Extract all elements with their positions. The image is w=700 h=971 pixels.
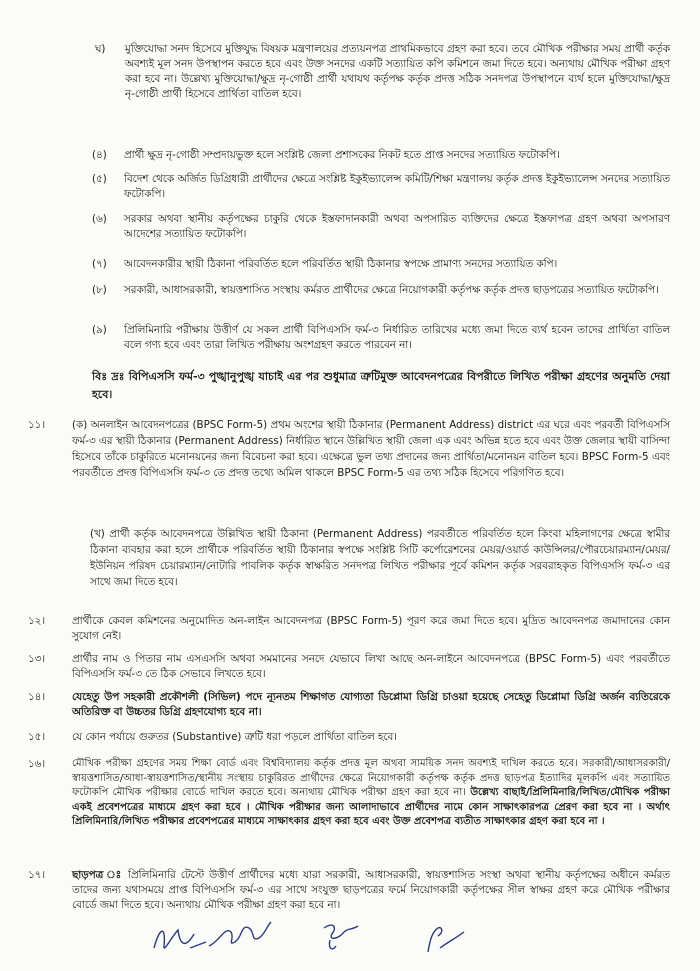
list-num-5: (৫) <box>92 173 107 185</box>
signature-3-icon <box>318 918 368 956</box>
section-17-lead: ছাড়পত্র ঃ <box>72 869 123 881</box>
note: বিঃ দ্রঃ বিপিএসসি ফর্ম-৩ পুঙ্খানুপুঙ্খ যাচাই এর পর শুধুমাত্র ত্রুটিমুক্ত আবেদনপত্রের বিপরীতে লিখিত পরীক্ষা গ্রহণের অনুমতি দেয়া হবে। <box>92 370 670 401</box>
list-item-7: আবেদনকারীর স্থায়ী ঠিকানা পরিবর্তিত হলে পরিবর্তিত স্থায়ী ঠিকানার স্বপক্ষে প্রামাণ্য সনদের সত্যায়িত কপি। <box>124 258 558 270</box>
list-item-9: প্রিলিমিনারি পরীক্ষায় উত্তীর্ণ যে সকল প্রার্থী বিপিএসসি ফর্ম-৩ নির্ধারিত তারিখের মধ্যে জমা দিতে ব্যর্থ হবেন তাদের প্রার্থিতা বাতিল বলে গণ্য হবে এবং তারা লিখিত পরীক্ষায় অংশগ্রহণ করতে পারবেন না। <box>124 324 670 352</box>
section-16-text <box>72 757 670 830</box>
section-11-num: ১১। <box>28 419 46 431</box>
section-14-num: ১৪। <box>28 691 46 703</box>
section-17-body: প্রিলিমিনারি টেস্টে উত্তীর্ণ প্রার্থীদের মধ্যে যারা সরকারী, আধাসরকারী, স্বায়ত্তশাসিত সংস্থা অথবা স্থানীয় কর্তৃপক্ষের অধীনে কর্মরত তাদের জন্য যথাসময়ে প্রাপ্ত বিপিএসসি ফর্ম-৩ এর সাথে সংযুক্ত ছাড়পত্রের ফর্মে নিয়োগকারী কর্তৃপক্ষের সীল স্বাক্ষর গ্রহণ করে মৌখিক পরীক্ষার বোর্ডে জমা দিতে হবে। অন্যথায় মৌখিক পরীক্ষা গ্রহণ করা হবে না। <box>72 869 670 912</box>
section-16-bold: উল্লেখ্য বাছাই/প্রিলিমিনারি/লিখিত/মৌখিক পরীক্ষা একই প্রবেশপত্রের মাধ্যমে গ্রহণ করা হবে । মৌখিক পরীক্ষার জন্য আলাদাভাবে প্রার্থীদের নামে কোন সাক্ষাৎকারপত্র প্রেরণ করা হবে না । অর্থাৎ প্রিলিমিনারি/লিখিত পরীক্ষার প্রবেশপত্রের মাধ্যমে সাক্ষাৎকার গ্রহণ করা হবে এবং উক্ত প্রবেশপত্র ব্যতীত সাক্ষাৎকার গ্রহণ করা হবে না । <box>72 787 670 828</box>
section-11-a: (ক) অনলাইন আবেদনপত্রের (BPSC Form-5) প্রথম অংশের স্থায়ী ঠিকানার (Permanent Address) district এর ঘরে এবং পরবর্তী বিপিএসসি ফর্ম-৩ এর স্থায়ী ঠিকানার (Permanent Address) নির্ধারিত স্থানে উল্লিখিত স্থায়ী জেলা এক এবং অভিন্ন হতে হবে এবং উক্ত জেলার স্থায়ী বাসিন্দা হিসেবে তাঁকে চাকুরিতে মনোনয়নের জন্য বিবেচনা করা হবে। এক্ষেত্রে ভুল তথ্য প্রদানের জন্য প্রার্থিতা/মনোনয়ন বাতিল হবে। BPSC Form-5 এবং পরবর্তীতে প্রদত্ত বিপিএসসি ফর্ম-৩ তে প্রদত্ত তথ্যে অমিল থাকলে BPSC Form-5 এর তথ্য সঠিক হিসেবে পরিগণিত হবে। <box>72 419 671 479</box>
section-13-num: ১৩। <box>28 653 46 665</box>
list-item-4: প্রার্থী ক্ষুদ্র নৃ-গোষ্ঠী সম্প্রদায়ভুক্ত হলে সংশ্লিষ্ট জেলা প্রশাসকের নিকট হতে প্রাপ্ত সনদের সত্যায়িত ফটোকপি। <box>124 149 560 161</box>
signature-4-icon <box>420 918 470 958</box>
section-13-text: প্রার্থীর নাম ও পিতার নাম এসএসসি অথবা সমমানের সনদে যেভাবে লিখা আছে অন-লাইনে আবেদনপত্রে (BPSC Form-5) এবং পরবর্তীতে বিপিএসসি ফর্ম-৩ তে ঠিক সেভাবে লিখতে হবে। <box>72 653 670 681</box>
list-num-7: (৭) <box>92 258 107 270</box>
item-gha-text: মুক্তিযোদ্ধা সনদ হিসেবে মুক্তিযুদ্ধ বিষয়ক মন্ত্রণালয়ের প্রত্যয়নপত্র প্রাথমিকভাবে গ্রহণ করা হবে। তবে মৌখিক পরীক্ষার সময় প্রার্থী কর্তৃক অবশ্যই মূল সনদ উপস্থাপন করতে হবে এবং উক্ত সনদের একটি সত্যায়িত কপি কমিশনে জমা দিতে হবে। অন্যথায় মৌখিক পরীক্ষা গ্রহণ করা হবে না। উল্লেখ্য মুক্তিযোদ্ধা/ক্ষুদ্র নৃ-গোষ্ঠী প্রার্থী যথাযথ কর্তৃপক্ষ কর্তৃক প্রদত্ত সঠিক সনদপত্র উপস্থাপনে ব্যর্থ হলে মুক্তিযোদ্ধা/ক্ষুদ্র নৃ-গোষ্ঠী প্রার্থী হিসেবে প্রার্থিতা বাতিল হবে। <box>125 43 670 101</box>
section-12-text: প্রার্থীকে কেবল কমিশনের অনুমোদিত অন-লাইন আবেদনপত্র (BPSC Form-5) পূরণ করে জমা দিতে হবে। মুদ্রিত আবেদনপত্র জমাদানের কোন সুযোগ নেই। <box>72 615 670 643</box>
item-gha-label: ঘ) <box>95 43 106 55</box>
section-17-text <box>72 868 670 913</box>
section-14-text: যেহেতু উপ সহকারী প্রকৌশলী (সিভিল) পদে ন্যূনতম শিক্ষাগত যোগ্যতা ডিপ্লোমা ডিগ্রি চাওয়া হয়েছে সেহেতু ডিপ্লোমা ডিগ্রি অর্জন ব্যতিরেকে অতিরিক্ত বা উচ্চতর ডিগ্রি গ্রহণযোগ্য হবে না। <box>72 691 670 719</box>
section-15-num: ১৫। <box>28 731 46 743</box>
list-item-5: বিদেশ থেকে অর্জিত ডিগ্রিধারী প্রার্থীদের ক্ষেত্রে সংশ্লিষ্ট ইকুইভ্যালেন্স কমিটি/শিক্ষা মন্ত্রণালয় কর্তৃক প্রদত্ত ইকুইভ্যালেন্স সনদের সত্যায়িত ফটোকপি। <box>124 173 671 201</box>
section-16-plain: মৌখিক পরীক্ষা গ্রহণের সময় শিক্ষা বোর্ড এবং বিশ্ববিদ্যালয় কর্তৃক প্রদত্ত মূল অথবা সাময়িক সনদ অবশ্যই দাখিল করতে হবে। সরকারী/আধাসরকারী/স্বায়ত্তশাসিত/আধা-স্বায়ত্তশাসিত/স্থানীয় সংস্থায় চাকুরিরত প্রার্থীদের ক্ষেত্রে নিয়োগকারী কর্তৃপক্ষ কর্তৃক প্রদত্ত ছাড়পত্র ইত্যাদির মূলকপি এবং সত্যায়িত ফটোকপি মৌখিক পরীক্ষার বোর্ডে দাখিল করতে হবে। অন্যথায় মৌখিক পরীক্ষা গ্রহণ করা হবে না। <box>72 758 670 799</box>
section-16-num: ১৬। <box>28 758 46 770</box>
list-item-8: সরকারী, আধাসরকারী, স্বায়ত্তশাসিত সংস্থায় কর্মরত প্রার্থীদের ক্ষেত্রে নিয়োগকারী কর্তৃপক্ষ কর্তৃক প্রদত্ত ছাড়পত্রের সত্যায়িত ফটোকপি। <box>124 284 659 296</box>
list-num-9: (৯) <box>92 324 107 336</box>
section-11-b: (খ) প্রার্থী কর্তৃক আবেদনপত্রে উল্লিখিত স্থায়ী ঠিকানা (Permanent Address) পরবর্তীতে পরিবর্তিত হলে কিংবা মহিলাগণের ক্ষেত্রে স্বামীর ঠিকানা ব্যবহার করা হলে প্রার্থীকে পরিবর্তিত স্থায়ী ঠিকানার স্বপক্ষে সংশ্লিষ্ট সিটি কর্পোরেশনের মেয়র/ওয়ার্ড কাউন্সিলর/পৌরচেয়ারম্যান/মেয়র/ইউনিয়ন পরিষদ চেয়ারম্যান/নোটারি পাবলিক কর্তৃক স্বাক্ষরিত সনদপত্র লিখিত পরীক্ষার পূর্বে কমিশন কর্তৃক সরবরাহকৃত বিপিএসসি ফর্ম-৩ এর সাথে জমা দিতে হবে। <box>90 528 670 588</box>
section-15-text: যে কোন পর্যায়ে গুরুতর (Substantive) ত্রুটি ধরা পড়লে প্রার্থিতা বাতিল হবে। <box>72 731 397 743</box>
list-num-4: (৪) <box>92 149 107 161</box>
list-num-8: (৮) <box>92 284 107 296</box>
list-num-6: (৬) <box>92 213 107 225</box>
section-12-num: ১২। <box>28 615 46 627</box>
signature-1-icon <box>150 918 210 958</box>
signature-2-icon <box>205 912 275 956</box>
list-item-6: সরকার অথবা স্থানীয় কর্তৃপক্ষের চাকুরি থেকে ইস্তফাদানকারী অথবা অপসারিত ব্যক্তিদের ক্ষেত্রে ইস্তফাপত্র গ্রহণ অথবা অপসারণ আদেশের সত্যায়িত ফটোকপি। <box>124 213 670 241</box>
section-17-num: ১৭। <box>28 869 46 881</box>
